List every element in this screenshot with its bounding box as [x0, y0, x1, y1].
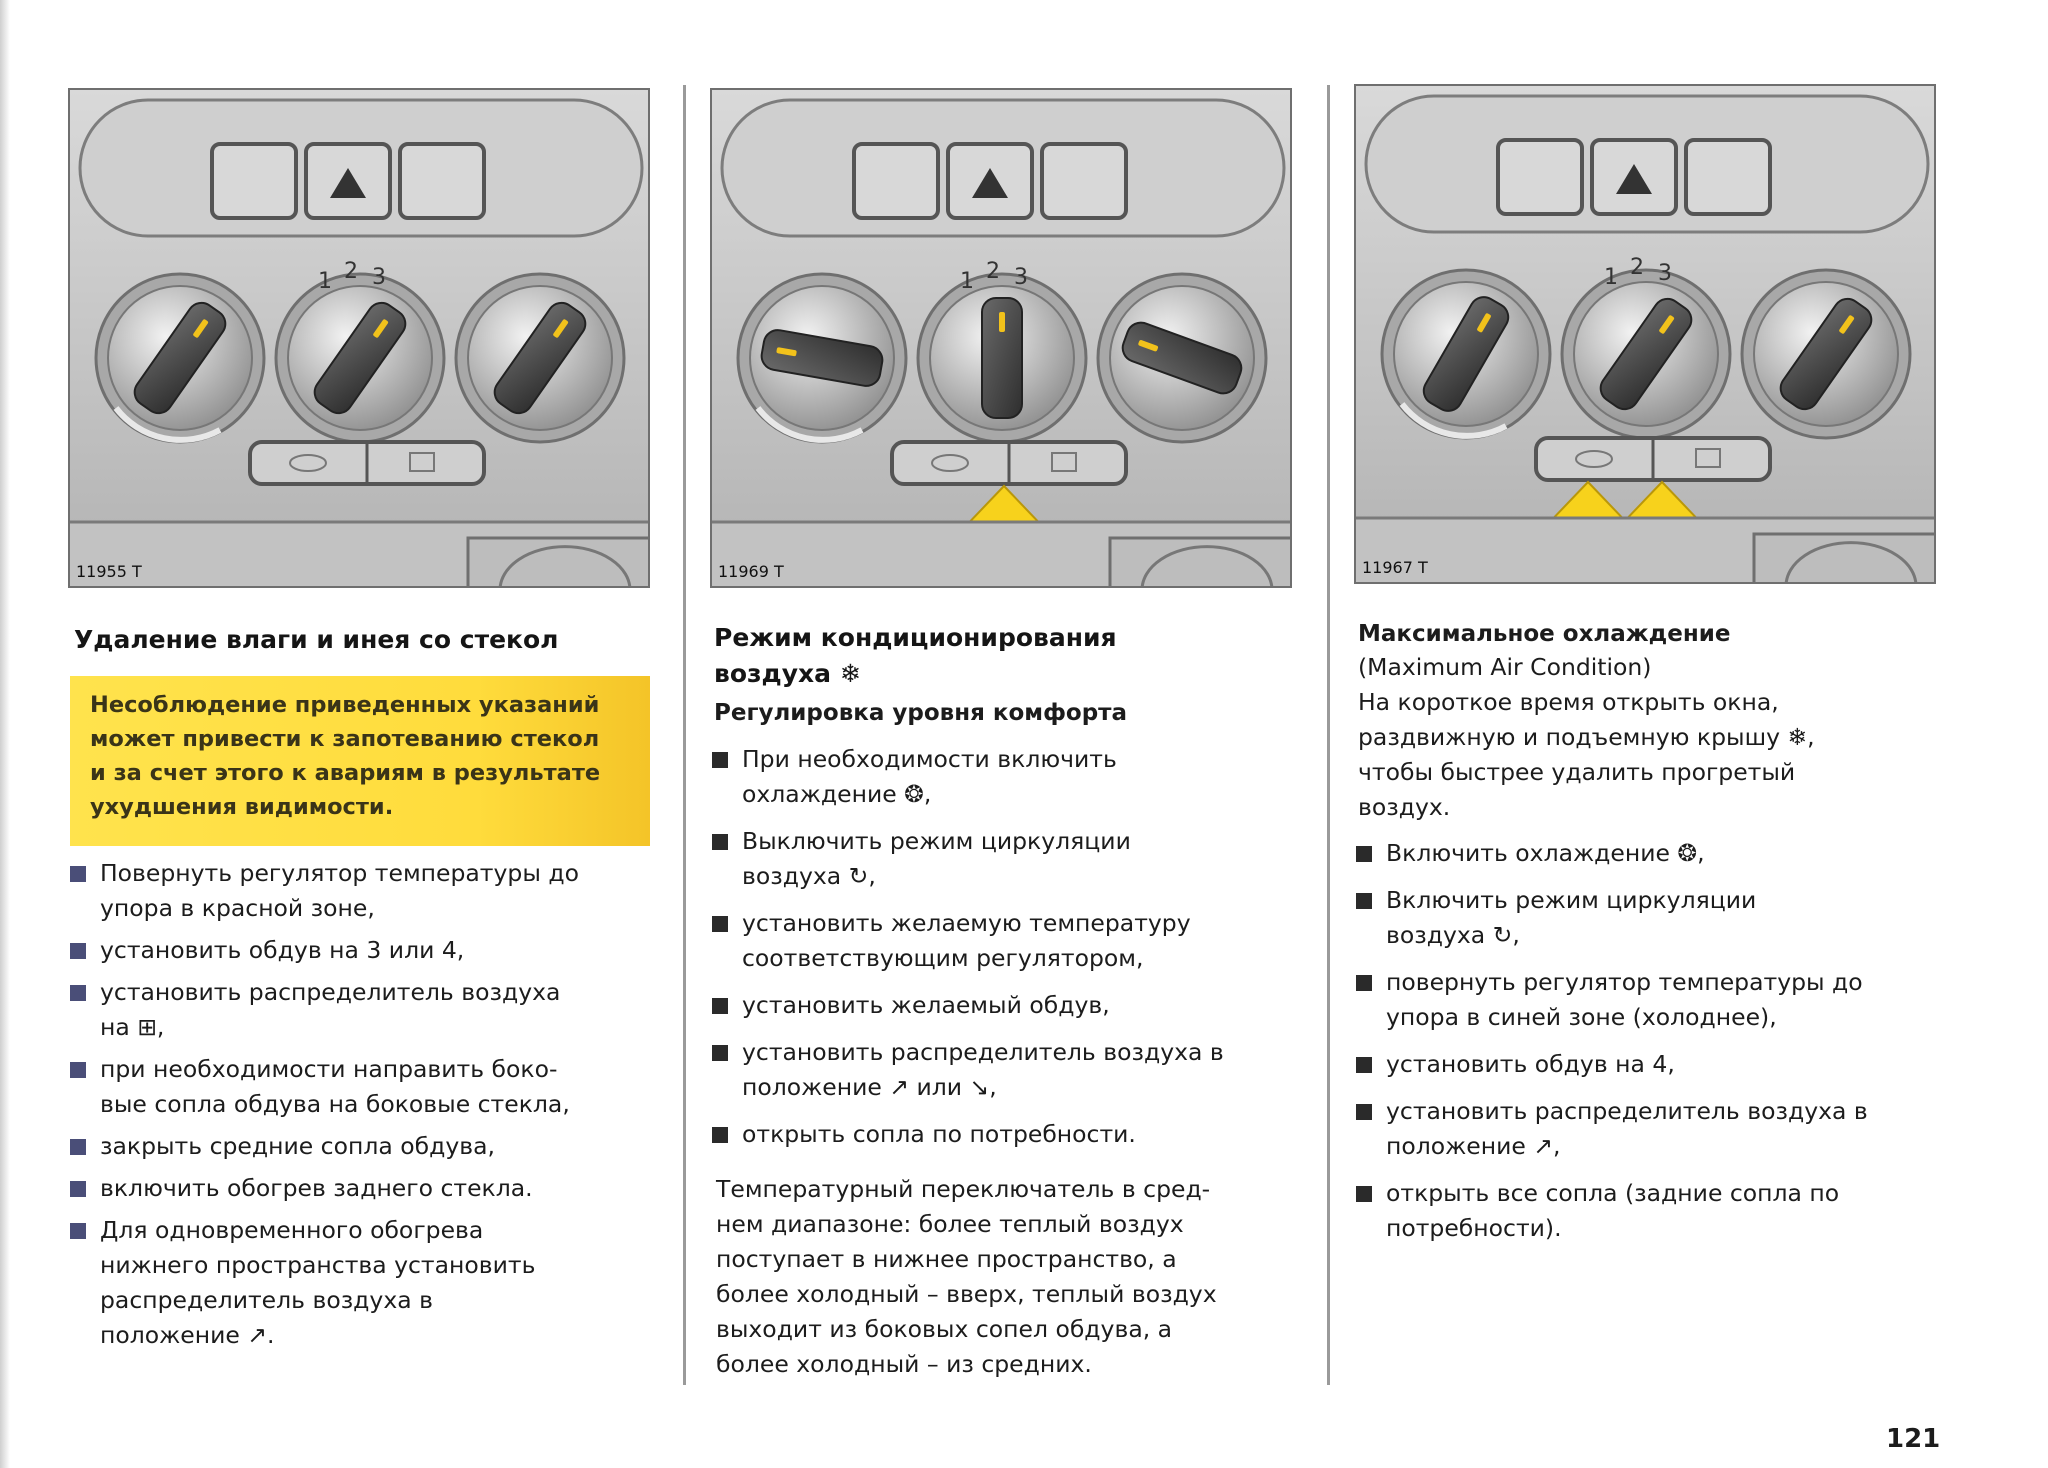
- section-title-line: воздуха ❄: [714, 659, 861, 688]
- column-divider: [683, 85, 686, 1385]
- panel-button: [212, 144, 296, 218]
- list-item: установить распределитель воздуха в положение ↗,: [1354, 1094, 1954, 1164]
- instruction-list: [710, 742, 1310, 1164]
- climate-panel-illustration: [1354, 84, 1936, 584]
- section-subtitle: (Maximum Air Condition): [1358, 653, 1652, 681]
- list-item: Выключить режим циркуляции воздуха ↻,: [710, 824, 1310, 894]
- climate-panel-illustration: [710, 88, 1292, 588]
- list-item: установить распределитель воздуха на ⊞,: [68, 975, 668, 1045]
- panel-button: [1686, 140, 1770, 214]
- list-item: открыть сопла по потребности.: [710, 1117, 1310, 1152]
- climate-panel-drawing: [70, 90, 650, 588]
- list-item: закрыть средние сопла обдува,: [68, 1129, 668, 1164]
- climate-panel-drawing: [712, 90, 1292, 588]
- paragraph: Температурный переключатель в сред- нем диапазоне: более теплый воздух поступает в нижнее пространство, а более холодный – вверх, теплый воздух выходит из боковых сопел обдува, а более холодный – из средних.: [716, 1175, 1217, 1378]
- fan-speed-label: 2: [1630, 255, 1644, 280]
- list-item: установить обдув на 3 или 4,: [68, 933, 668, 968]
- section-subtitle: Регулировка уровня комфорта: [714, 700, 1128, 726]
- warning-line: и за счет этого к авариям в результате: [90, 760, 601, 786]
- section-title: Максимальное охлаждение: [1358, 621, 1731, 647]
- fan-speed-label: 3: [1014, 265, 1028, 290]
- fan-speed-label: 1: [1604, 265, 1618, 290]
- list-item: При необходимости включить охлаждение ❂,: [710, 742, 1310, 812]
- list-item: установить распределитель воздуха в положение ↗ или ↘,: [710, 1035, 1310, 1105]
- fan-speed-label: 3: [372, 265, 386, 290]
- climate-panel-illustration: [68, 88, 650, 588]
- list-item: установить желаемую температуру соответствующим регулятором,: [710, 906, 1310, 976]
- intro-paragraph: На короткое время открыть окна, раздвижную и подъемную крышу ❄, чтобы быстрее удалить прогретый воздух.: [1358, 688, 1815, 821]
- figure-code: 11967 T: [1362, 558, 1428, 577]
- climate-panel-drawing: [1356, 86, 1936, 584]
- panel-button: [1498, 140, 1582, 214]
- figure-code: 11969 T: [718, 562, 784, 581]
- list-item: Для одновременного обогрева нижнего пространства установить распределитель воздуха в положение ↗.: [68, 1213, 668, 1353]
- warning-box: [70, 676, 650, 846]
- dial-knob: [982, 298, 1022, 418]
- warning-line: Несоблюдение приведенных указаний: [90, 692, 600, 718]
- page-number: 121: [1886, 1424, 1941, 1454]
- panel-button: [1042, 144, 1126, 218]
- list-item: включить обогрев заднего стекла.: [68, 1171, 668, 1206]
- list-item: при необходимости направить боко- вые сопла обдува на боковые стекла,: [68, 1052, 668, 1122]
- section-title-line: Режим кондиционирования: [714, 623, 1117, 652]
- panel-button: [400, 144, 484, 218]
- warning-line: ухудшения видимости.: [90, 794, 394, 820]
- fan-speed-label: 3: [1658, 261, 1672, 286]
- fan-speed-label: 1: [960, 269, 974, 294]
- list-item: Включить охлаждение ❂,: [1354, 836, 1954, 871]
- list-item: Включить режим циркуляции воздуха ↻,: [1354, 883, 1954, 953]
- fan-speed-label: 2: [344, 259, 358, 284]
- column-divider: [1327, 85, 1330, 1385]
- instruction-list: [1354, 836, 1954, 1258]
- list-item: Повернуть регулятор температуры до упора в красной зоне,: [68, 856, 668, 926]
- list-item: установить обдув на 4,: [1354, 1047, 1954, 1082]
- page-edge: [0, 0, 10, 1468]
- warning-line: может привести к запотеванию стекол: [90, 726, 600, 752]
- section-title: Удаление влаги и инея со стекол: [74, 625, 559, 654]
- figure-code: 11955 T: [76, 562, 142, 581]
- instruction-list: [68, 856, 668, 1360]
- list-item: установить желаемый обдув,: [710, 988, 1310, 1023]
- fan-speed-label: 1: [318, 269, 332, 294]
- fan-speed-label: 2: [986, 259, 1000, 284]
- panel-button: [854, 144, 938, 218]
- list-item: повернуть регулятор температуры до упора в синей зоне (холоднее),: [1354, 965, 1954, 1035]
- list-item: открыть все сопла (задние сопла по потребности).: [1354, 1176, 1954, 1246]
- knob-indicator: [999, 312, 1005, 332]
